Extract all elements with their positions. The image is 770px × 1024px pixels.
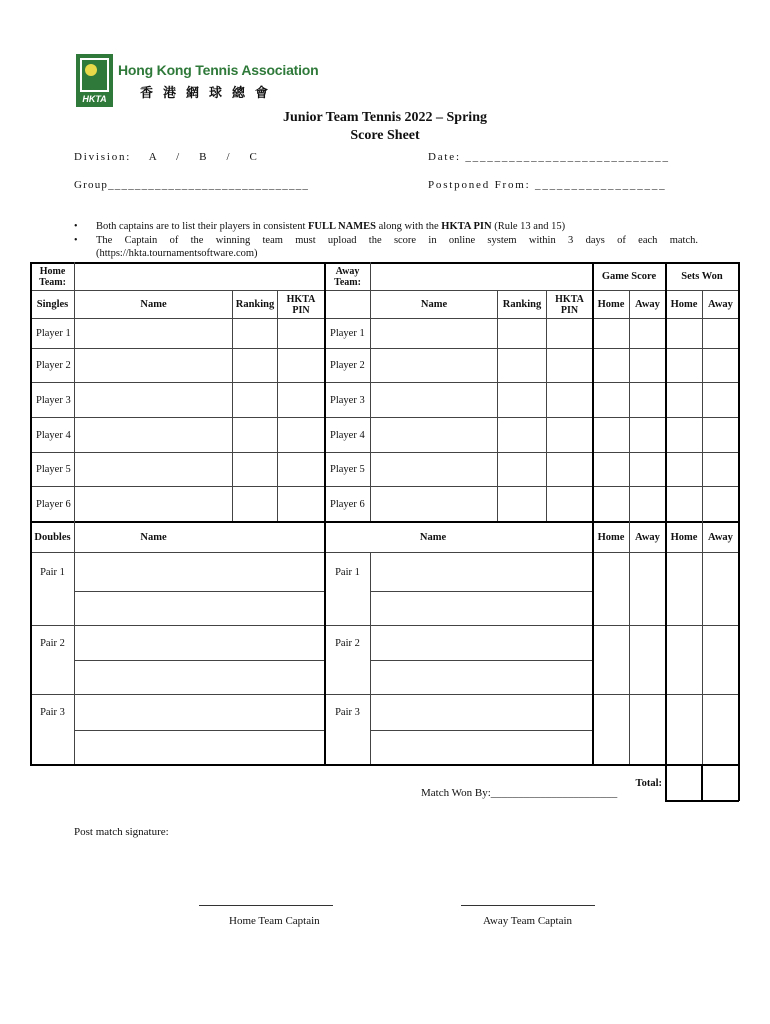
away-player-4-label: Player 4 (330, 429, 365, 441)
date-field: Date: ____________________________ (428, 151, 670, 163)
sets-won-header: Sets Won (681, 271, 723, 282)
away-player-6-label: Player 6 (330, 498, 365, 510)
doubles-home-name-header: Name (140, 532, 167, 543)
logo-name-english: Hong Kong Tennis Association (118, 62, 319, 78)
logo-name-chinese: 香港網球總會 (140, 86, 279, 101)
post-match-signature-label: Post match signature: (74, 826, 169, 838)
away-player-2-label: Player 2 (330, 360, 365, 371)
away-team-label: Away Team: (334, 265, 361, 288)
home-pair-3-label: Pair 3 (40, 707, 65, 718)
home-player-2-label: Player 2 (36, 360, 71, 371)
home-name-header: Name (140, 299, 167, 310)
home-captain-signature-line[interactable] (199, 905, 333, 906)
away-ranking-header: Ranking (502, 299, 542, 310)
match-won-by-field: Match Won By:_______________________ (421, 787, 618, 799)
away-pair-2-label: Pair 2 (335, 637, 360, 649)
home-hkta-pin-header: HKTA PIN (286, 293, 316, 316)
away-hkta-pin-header: HKTA PIN (555, 293, 584, 316)
note-2-url: (https://hkta.tournamentsoftware.com) (96, 248, 258, 259)
group-field: Group______________________________ (74, 179, 310, 191)
home-team-label: Home Team: (39, 265, 66, 288)
logo-badge-text: HKTA (82, 94, 107, 104)
total-sets-home-box[interactable] (667, 766, 701, 800)
doubles-sets-home-header: Home (670, 532, 698, 543)
singles-header: Singles (36, 299, 69, 310)
game-score-header: Game Score (601, 271, 657, 282)
away-pair-1-label: Pair 1 (335, 566, 360, 578)
home-pair-2-label: Pair 2 (40, 637, 65, 649)
away-team-input[interactable] (371, 263, 592, 290)
note-2: The Captain of the winning team must upload the score in online system within 3 days of each match. (96, 235, 698, 246)
doubles-sets-away-header: Away (708, 532, 733, 543)
home-player-5-label: Player 5 (36, 464, 71, 475)
doubles-header: Doubles (34, 532, 71, 543)
note-1: Both captains are to list their players in consistent FULL NAMES along with the HKTA PIN (Rule 13 and 15) (96, 221, 566, 232)
postponed-field: Postponed From: __________________ (428, 179, 667, 191)
sets-away-header: Away (708, 299, 733, 310)
away-captain-label: Away Team Captain (483, 915, 573, 927)
away-pair-3-label: Pair 3 (335, 707, 360, 718)
game-away-header: Away (635, 299, 660, 310)
home-player-3-label: Player 3 (36, 394, 71, 406)
away-player-3-label: Player 3 (330, 394, 365, 406)
home-player-4-label: Player 4 (36, 429, 71, 441)
home-pair-1-label: Pair 1 (40, 566, 65, 578)
hkta-logo (76, 54, 113, 107)
total-sets-away-box[interactable] (703, 766, 738, 800)
court-icon (80, 58, 109, 92)
page-subtitle: Score Sheet (350, 128, 420, 143)
away-player-5-label: Player 5 (330, 464, 365, 475)
doubles-away-name-header: Name (419, 532, 447, 543)
away-player-1-label: Player 1 (330, 328, 365, 339)
page-title: Junior Team Tennis 2022 – Spring (283, 110, 487, 125)
home-player-1-label: Player 1 (36, 328, 71, 339)
bullet-1: • (74, 221, 78, 232)
total-label: Total: (635, 777, 662, 789)
division-field: Division: A / B / C (74, 151, 259, 163)
sets-home-header: Home (670, 299, 698, 310)
tennis-ball-icon (85, 64, 97, 76)
game-home-header: Home (597, 299, 625, 310)
home-ranking-header: Ranking (235, 299, 275, 310)
home-captain-label: Home Team Captain (229, 915, 320, 927)
home-player-6-label: Player 6 (36, 498, 71, 510)
away-name-header: Name (420, 299, 448, 310)
bullet-2: • (74, 235, 78, 246)
doubles-game-away-header: Away (635, 532, 660, 543)
doubles-game-home-header: Home (597, 532, 625, 543)
home-team-input[interactable] (75, 263, 323, 290)
away-captain-signature-line[interactable] (461, 905, 595, 906)
